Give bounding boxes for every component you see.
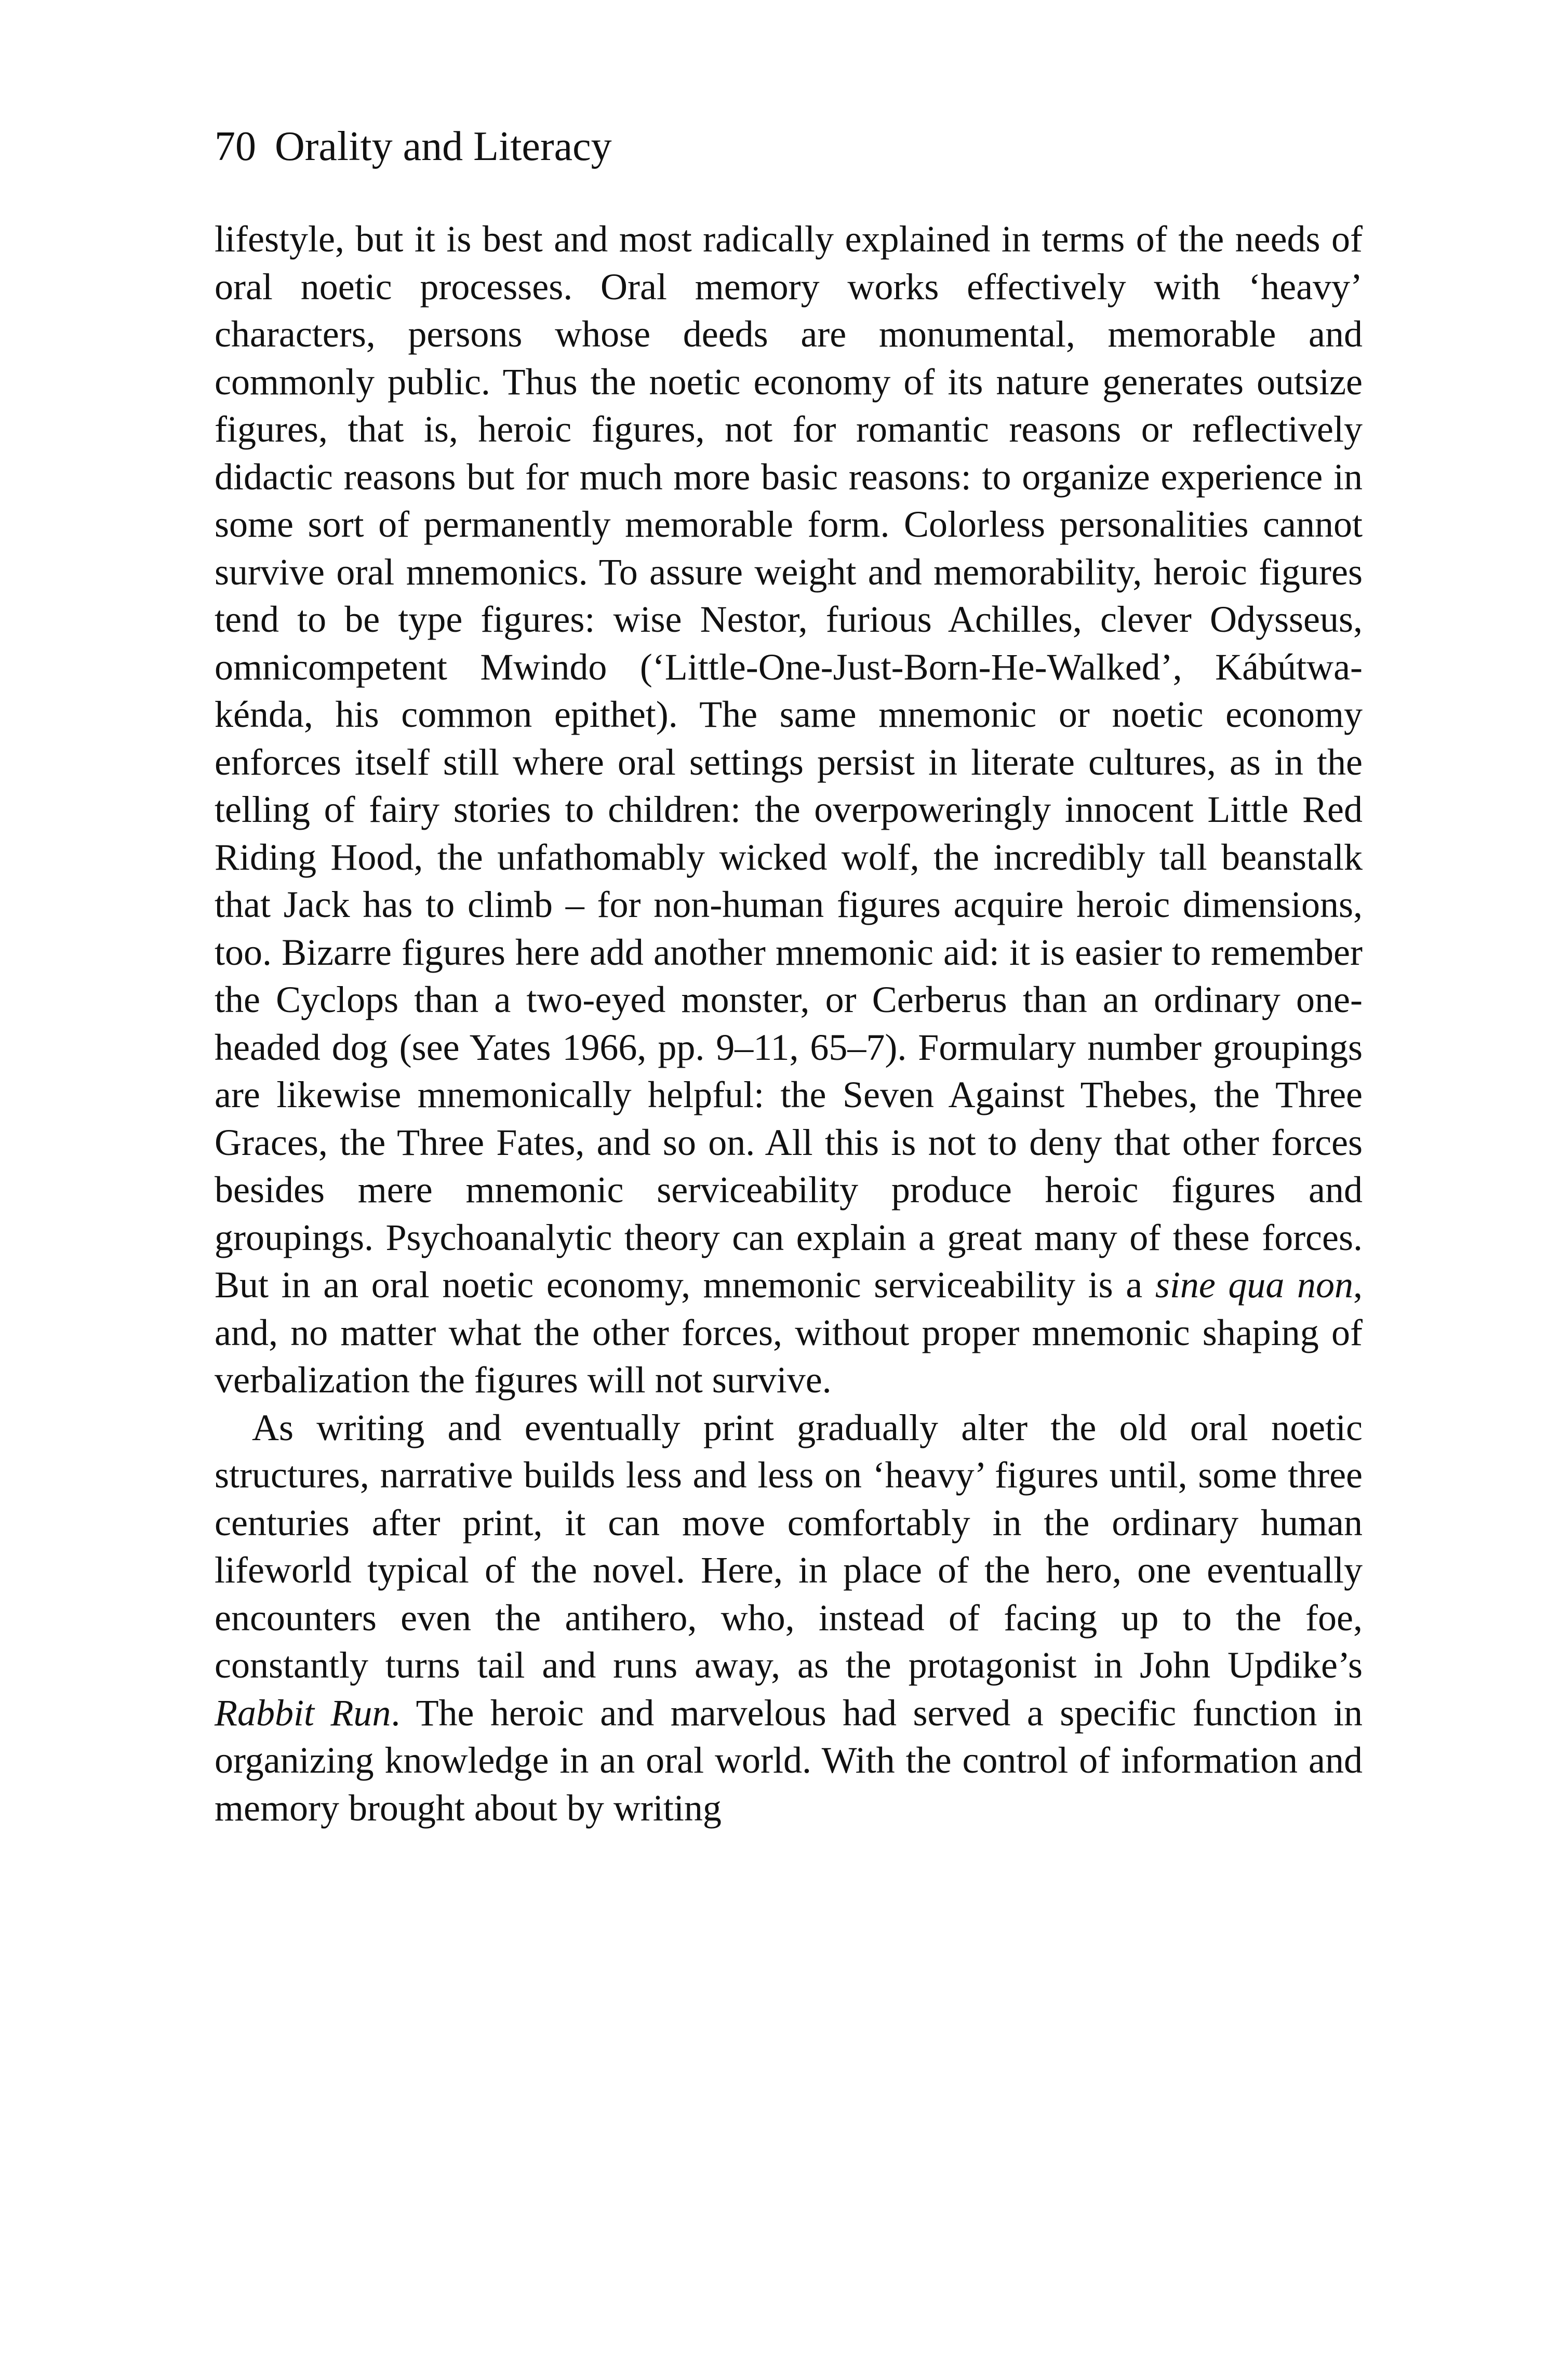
running-head <box>215 121 612 172</box>
paragraph-2-italic-title: Rabbit Run <box>215 1692 391 1734</box>
paragraph-1-text-2: , and, no matter what the other forces, without proper mnemonic shaping of verbalization the figures will not survive. <box>215 1264 1363 1401</box>
paragraph-2 <box>215 1404 1363 1832</box>
paragraph-2-text-2: . The heroic and marvelous had served a specific function in organizing knowledge in an oral world. With the control of information and memory brought about by writing <box>215 1692 1363 1829</box>
paragraph-1 <box>215 216 1363 1404</box>
body-text <box>215 216 1363 1832</box>
paragraph-2-text-1: As writing and eventually print gradually alter the old oral noetic structures, narrative builds less and less on ‘heavy’ figures until, some three centuries after print, it can move comfortably in the ordinary human lifeworld typical of the novel. Here, in place of the hero, one eventually encounters even the antihero, who, instead of facing up to the foe, constantly turns tail and runs away, as the protagonist in John Updike’s <box>215 1406 1363 1686</box>
paragraph-1-italic-phrase: sine qua non <box>1155 1264 1354 1306</box>
page-number: 70 <box>215 124 256 169</box>
running-head-title: Orality and Literacy <box>275 124 612 169</box>
paragraph-1-text-1: lifestyle, but it is best and most radically explained in terms of the needs of oral noetic processes. Oral memory works effectively with ‘heavy’ characters, persons whose deeds are monumental, memorable and commonly public. Thus the noetic economy of its nature generates outsize figures, that is, heroic figures, not for romantic reasons or reflectively didactic reasons but for much more basic reasons: to organize experience in some sort of permanently memorable form. Colorless personalities cannot survive oral mnemonics. To assure weight and memorability, heroic figures tend to be type figures: wise Nestor, furious Achilles, clever Odysseus, omnicompetent Mwindo (‘Little-One-Just-Born-He-Walked’, Kábútwa-kénda, his common epithet). The same mnemonic or noetic economy enforces itself still where oral settings persist in literate cultures, as in the telling of fairy stories to children: the overpoweringly innocent Little Red Riding Hood, the unfathomably wicked wolf, the incredibly tall beanstalk that Jack has to climb – for non-human figures acquire heroic dimensions, too. Bizarre figures here add another mnemonic aid: it is easier to remember the Cyclops than a two-eyed monster, or Cerberus than an ordinary one-headed dog (see Yates 1966, pp. 9–11, 65–7). Formulary number groupings are likewise mnemonically helpful: the Seven Against Thebes, the Three Graces, the Three Fates, and so on. All this is not to deny that other forces besides mere mnemonic serviceability produce heroic figures and groupings. Psychoanalytic theory can explain a great many of these forces. But in an oral noetic economy, mnemonic serviceability is a <box>215 218 1363 1306</box>
